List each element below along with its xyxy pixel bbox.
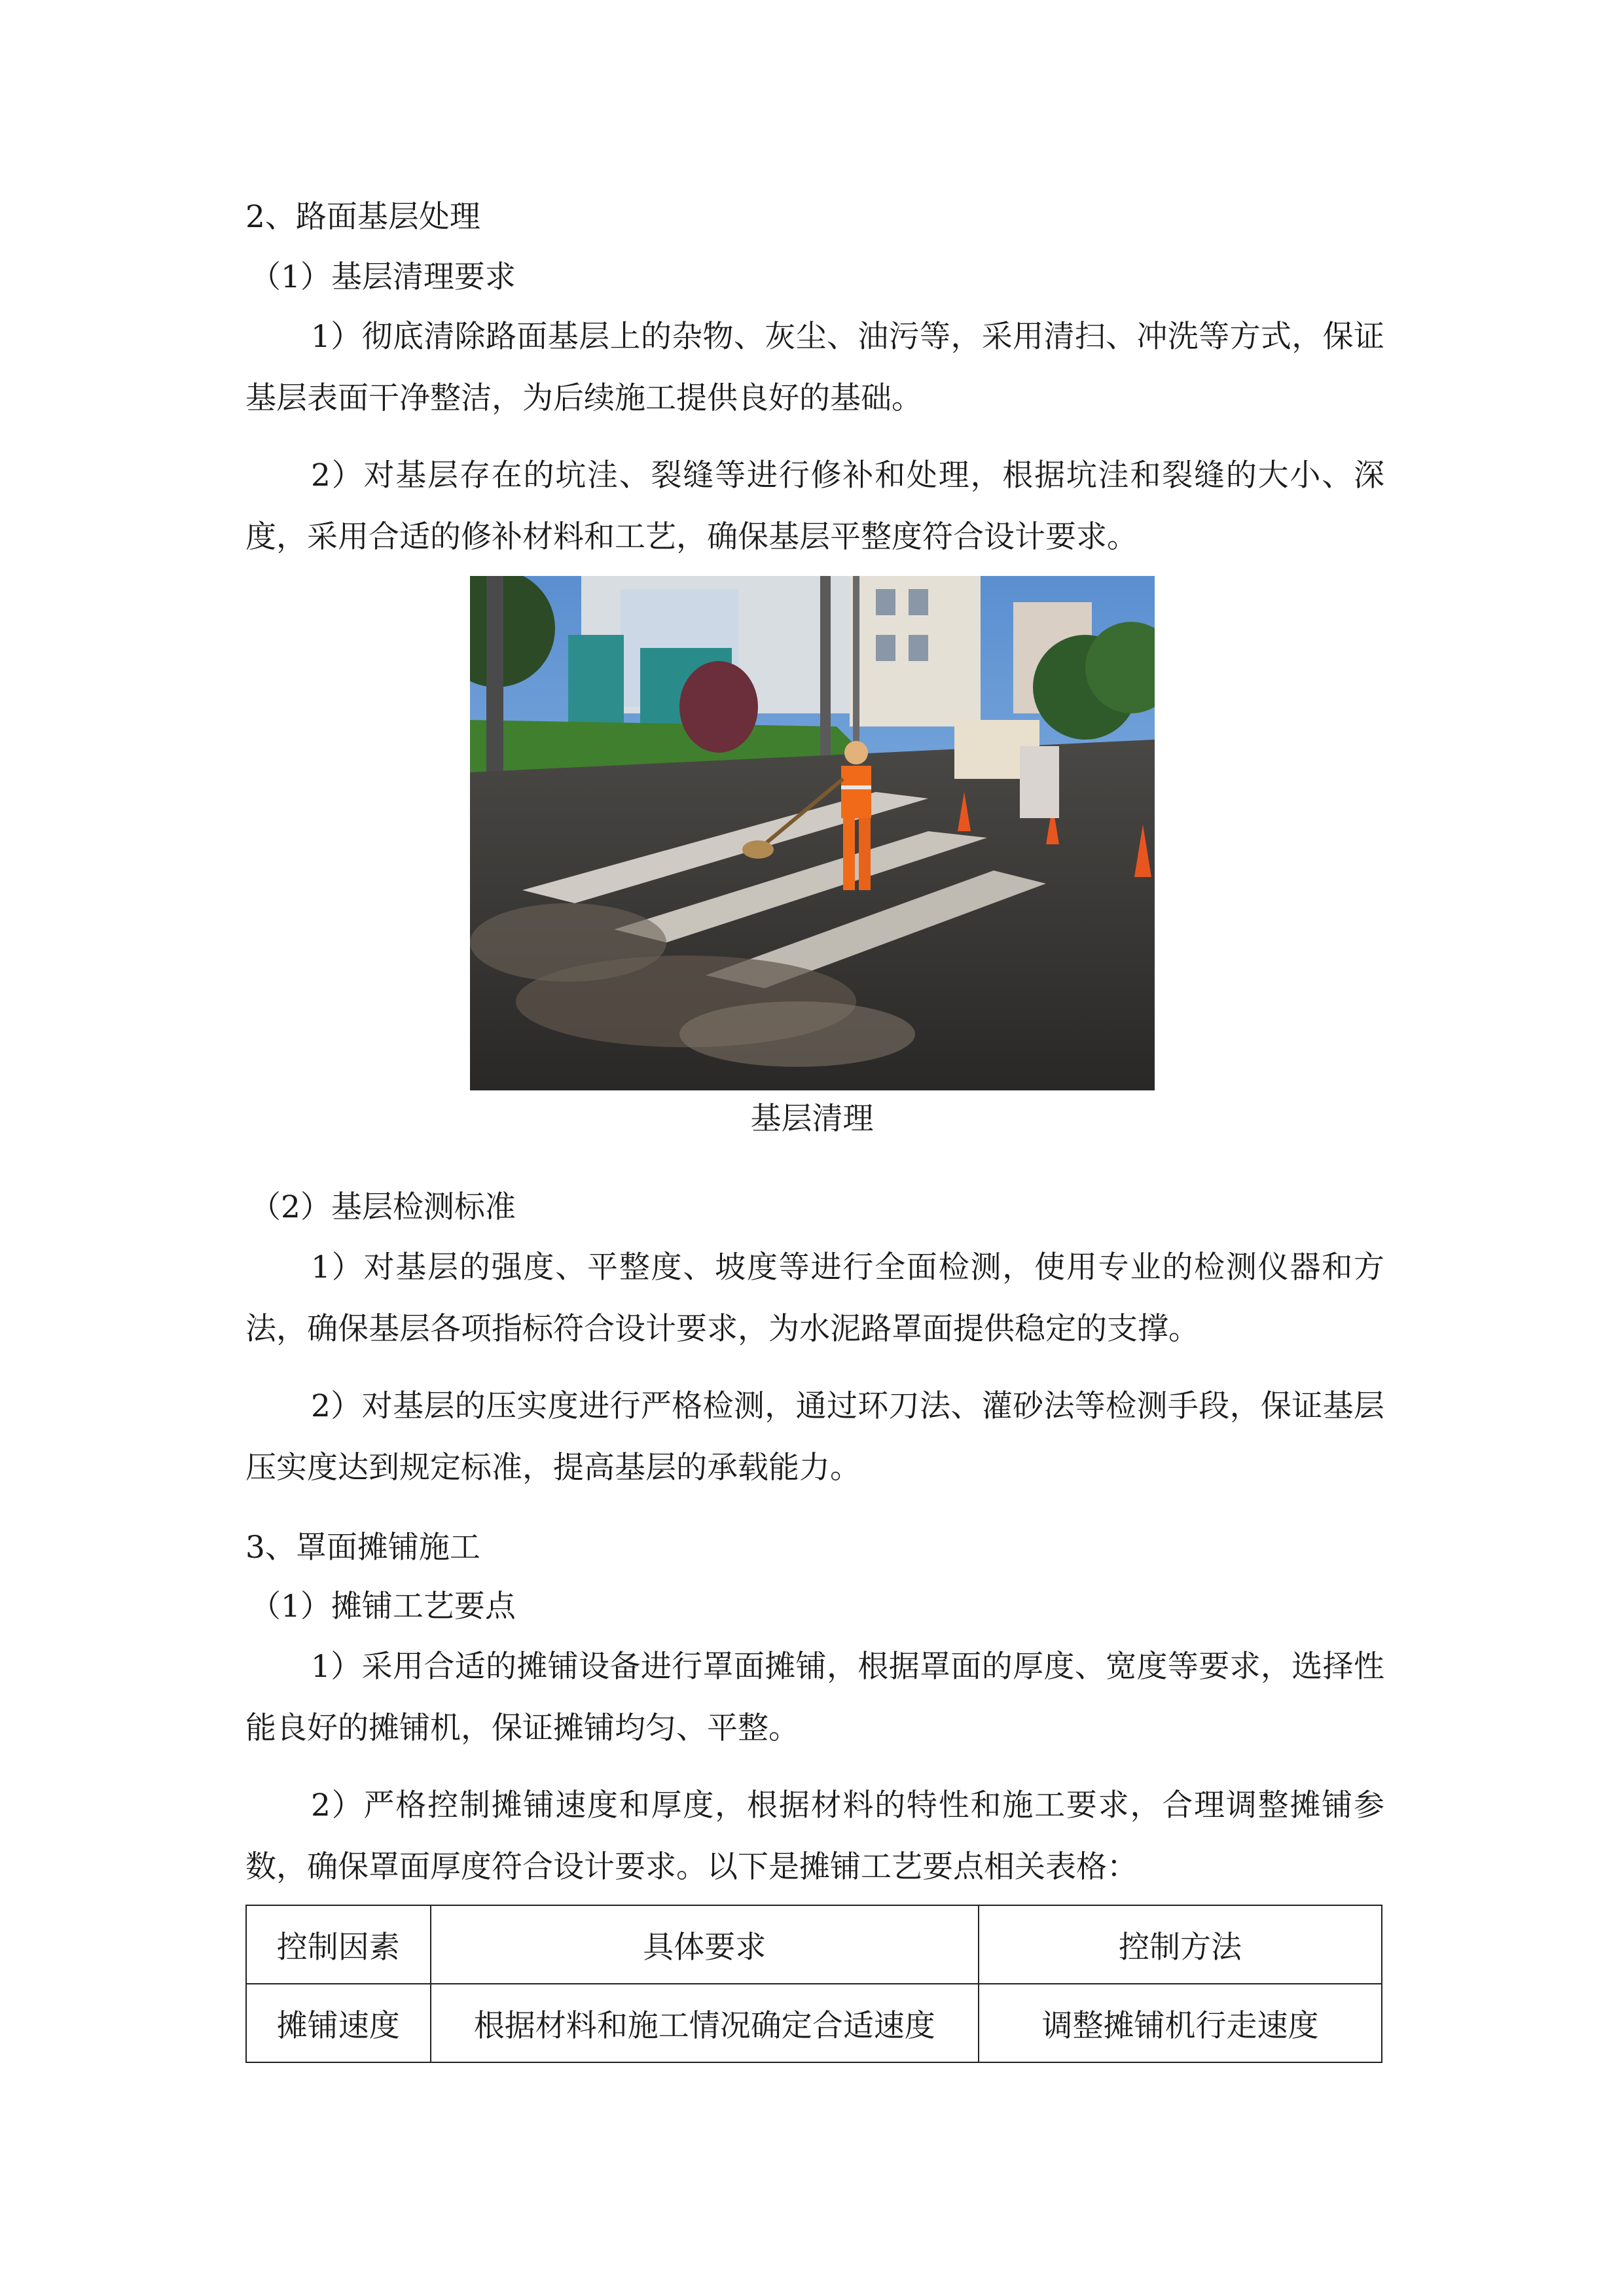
paragraph-testing-2: 2）对基层的压实度进行严格检测，通过环刀法、灌砂法等检测手段，保证基层压实度达到规定标准，提高基层的承载能力。 [245,1388,1384,1486]
subsection-title-paving: （1）摊铺工艺要点 [250,1588,516,1624]
section-heading-2: 2、路面基层处理 [245,199,480,235]
table-cell: 摊铺速度 [246,1984,431,2062]
table-header-cell: 控制方法 [979,1905,1382,1984]
section-heading-3: 3、罩面摊铺施工 [245,1530,480,1566]
paragraph-paving-2: 2）严格控制摊铺速度和厚度，根据材料的特性和施工要求，合理调整摊铺参数，确保罩面厚度符合设计要求。以下是摊铺工艺要点相关表格： [245,1787,1384,1885]
table-header-row [246,1905,1382,1984]
base-cleaning-photo [470,576,1155,1090]
paving-control-table [245,1905,1382,2063]
paragraph-testing-1: 1）对基层的强度、平整度、坡度等进行全面检测，使用专业的检测仪器和方法，确保基层各项指标符合设计要求，为水泥路罩面提供稳定的支撑。 [245,1249,1384,1347]
subsection-title-base-testing: （2）基层检测标准 [250,1189,516,1225]
table-cell: 根据材料和施工情况确定合适速度 [431,1984,979,2062]
paragraph-cleaning-1: 1）彻底清除路面基层上的杂物、灰尘、油污等，采用清扫、冲洗等方式，保证基层表面干净整洁，为后续施工提供良好的基础。 [245,319,1384,416]
table-header-cell: 具体要求 [431,1905,979,1984]
paragraph-cleaning-2: 2）对基层存在的坑洼、裂缝等进行修补和处理，根据坑洼和裂缝的大小、深度，采用合适的修补材料和工艺，确保基层平整度符合设计要求。 [245,457,1384,555]
table-cell: 调整摊铺机行走速度 [979,1984,1382,2062]
table-header-cell: 控制因素 [246,1905,431,1984]
subsection-title-base-cleaning: （1）基层清理要求 [250,259,516,295]
paragraph-paving-1: 1）采用合适的摊铺设备进行罩面摊铺，根据罩面的厚度、宽度等要求，选择性能良好的摊铺机，保证摊铺均匀、平整。 [245,1649,1384,1746]
figure-caption: 基层清理 [750,1101,874,1137]
table-row [246,1984,1382,2062]
